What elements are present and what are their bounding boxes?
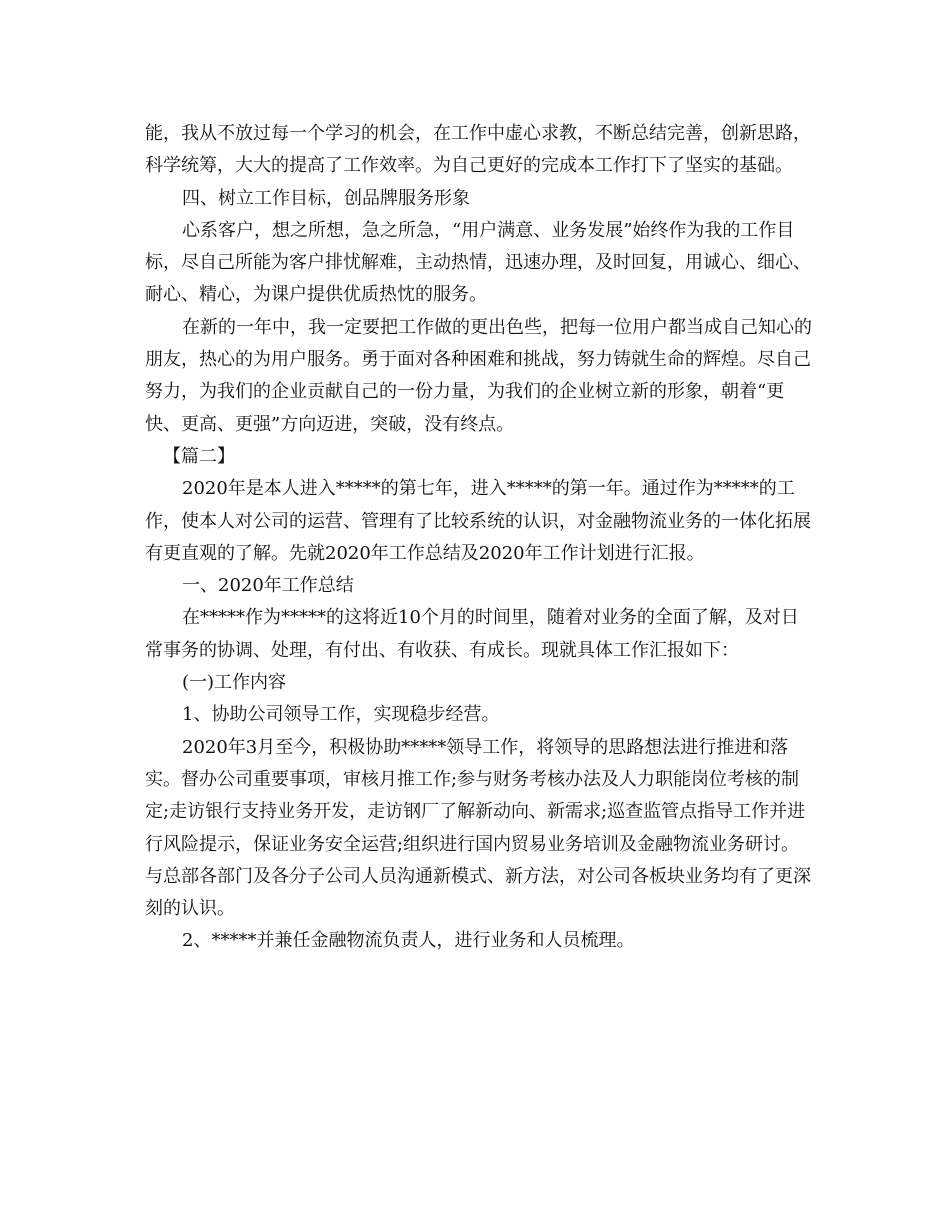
subheading-work-content: (一)工作内容 xyxy=(182,672,287,694)
paragraph-customer-service: 心系客户，想之所想，急之所急，“用户满意、业务发展”始终作为我的工作目标，尽自己所能为客户排忧解难，主动热情，迅速办理，及时回复，用诚心、细心、耐心、精心，为课户提供优质热忱的服务。 xyxy=(145,219,811,306)
paragraph-intro-2020: 2020年是本人进入*****的第七年，进入*****的第一年。通过作为*****的工作，使本人对公司的运营、管理有了比较系统的认识，对金融物流业务的一体化拓展有更直观的了解。先就2020年工作总结及2020年工作计划进行汇报。 xyxy=(145,478,811,564)
item-heading-two: 2、*****并兼任金融物流负责人，进行业务和人员梳理。 xyxy=(182,930,635,952)
paragraph-continuation: 能，我从不放过每一个学习的机会，在工作中虚心求教，不断总结完善，创新思路，科学统筹，大大的提高了工作效率。为自己更好的完成本工作打下了坚实的基础。 xyxy=(145,123,811,177)
section-heading-four: 四、树立工作目标，创品牌服务形象 xyxy=(182,187,470,209)
document-body xyxy=(145,118,813,958)
paragraph-new-year: 在新的一年中，我一定要把工作做的更出色些，把每一位用户都当成自己知心的朋友，热心的为用户服务。勇于面对各种困难和挑战，努力铸就生命的辉煌。尽自己努力，为我们的企业贡献自己的一份力量，为我们的企业树立新的形象，朝着“更快、更高、更强”方向迈进，突破，没有终点。 xyxy=(145,316,812,435)
section-heading-one: 一、2020年工作总结 xyxy=(182,575,354,597)
item-heading-one: 1、协助公司领导工作，实现稳步经营。 xyxy=(182,704,500,726)
chapter-marker: 【篇二】 xyxy=(163,445,235,467)
paragraph-since-march: 2020年3月至今，积极协助*****领导工作，将领导的思路想法进行推进和落实。督办公司重要事项，审核月推工作;参与财务考核办法及人力职能岗位考核的制定;走访银行支持业务开发，走访钢厂了解新动向、新需求;巡查监管点指导工作并进行风险提示，保证业务安全运营;组织进行国内贸易业务培训及金融物流业务研讨。与总部各部门及各分子公司人员沟通新模式、新方法，对公司各板块业务均有了更深刻的认识。 xyxy=(145,736,811,920)
paragraph-summary-intro: 在*****作为*****的这将近10个月的时间里，随着对业务的全面了解，及对日常事务的协调、处理，有付出、有收获、有成长。现就具体工作汇报如下： xyxy=(145,607,799,661)
